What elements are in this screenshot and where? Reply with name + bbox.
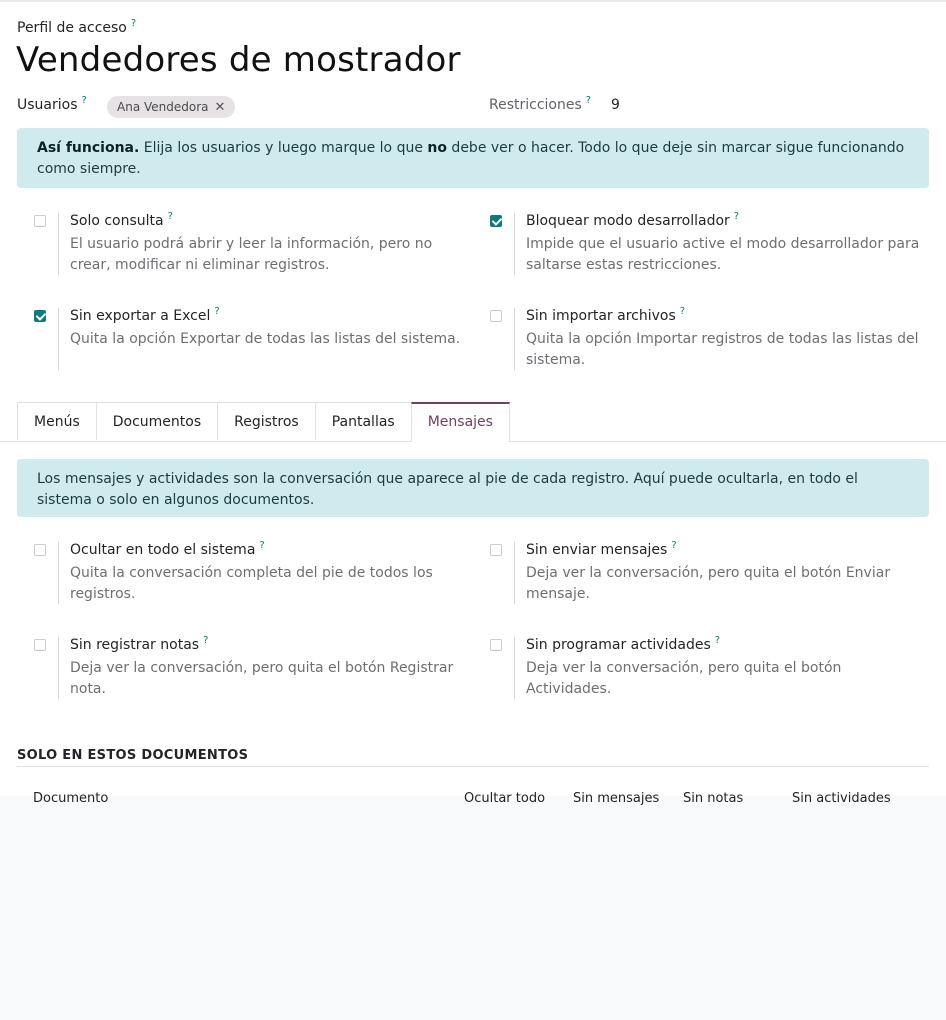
messages-info-alert: Los mensajes y actividades son la conversación que aparece al pie de cada registro. Aquí puede ocultarla, en todo el sistema o solo en algunos documentos. [17, 459, 929, 517]
remove-tag-icon[interactable]: ✕ [214, 99, 226, 115]
checkbox[interactable] [490, 544, 502, 556]
tab-mensajes[interactable]: Mensajes [411, 402, 510, 442]
column-header-ocultar-todo[interactable]: Ocultar todo [464, 791, 546, 806]
tab-pantallas[interactable]: Pantallas [315, 402, 412, 440]
section-divider [17, 766, 929, 767]
help-icon[interactable]: ? [585, 95, 592, 106]
breadcrumb: Perfil de acceso ? [17, 18, 137, 36]
help-icon[interactable]: ? [259, 540, 265, 551]
documents-section-heading: SOLO EN ESTOS DOCUMENTOS [17, 748, 249, 763]
help-icon[interactable]: ? [130, 18, 137, 29]
help-icon[interactable]: ? [679, 306, 686, 317]
help-icon[interactable]: ? [214, 306, 220, 317]
checkbox[interactable] [490, 639, 502, 651]
checkbox[interactable] [34, 639, 46, 651]
checkbox-checked[interactable] [34, 310, 46, 322]
checkbox[interactable] [34, 544, 46, 556]
form-sheet: Perfil de acceso ? Vendedores de mostrador Usuarios ? Ana Vendedora ✕ Restricciones ? 9 Así funciona. Elija los usuarios y luego marque lo que no debe ver o hacer. Todo lo que deje sin marcar sigue funcionando como siempre. Solo consulta ? El usuario podrá abrir y leer la información, pero no crear, modificar ni eliminar registros. Bloquear modo desarrollador ? Impide que el usuario active el modo desarrollador para saltarse estas restricciones. Sin exportar a Excel ? Quita la opción Exportar de todas las listas del sistema. Sin importar archivos ? Quita la opción Importar registros de todas las listas del sistema. Menús Documentos Registros Pantallas Mensajes Los mensajes y actividades son la conversación que aparece al pie de cada registro. Aquí puede ocultarla, en todo el sistema o solo en algunos documentos. Ocultar en todo el sistema ? Quita la conversación completa del pie de todos los registros. Sin enviar mensajes ? Deja ver la conversación, pero quita el botón Enviar mensaje. Sin registrar notas ? Deja ver la conversación, pero quita el botón Registrar nota. Sin programar actividades ? Deja ver la conversación, pero quita el botón Actividades. SOLO EN ESTOS DOCUMENTOS Documento Ocultar todo Sin mensajes Sin notas Sin actividades [0, 0, 946, 796]
help-icon[interactable]: ? [671, 540, 677, 551]
checkbox[interactable] [34, 215, 46, 227]
info-alert: Así funciona. Elija los usuarios y luego marque lo que no debe ver o hacer. Todo lo que deje sin marcar sigue funcionando como siempre. [17, 128, 929, 188]
users-field[interactable] [107, 96, 235, 118]
help-icon[interactable]: ? [714, 635, 721, 646]
page-title: Vendedores de mostrador [16, 40, 461, 80]
checkbox-checked[interactable] [490, 215, 502, 227]
tab-registros[interactable]: Registros [217, 402, 316, 440]
help-icon[interactable]: ? [203, 635, 209, 646]
column-header-documento[interactable]: Documento [33, 791, 109, 806]
notebook-tabs [17, 402, 509, 442]
tab-documentos[interactable]: Documentos [96, 402, 218, 440]
help-icon[interactable]: ? [167, 211, 173, 222]
column-header-sin-notas[interactable]: Sin notas [683, 791, 744, 806]
restrictions-count: 9 [611, 97, 620, 113]
user-tag: Ana Vendedora ✕ [107, 96, 235, 118]
column-header-sin-actividades[interactable]: Sin actividades [792, 791, 891, 806]
column-header-sin-mensajes[interactable]: Sin mensajes [573, 791, 660, 806]
restrictions-label: Restricciones ? [489, 95, 592, 113]
help-icon[interactable]: ? [81, 95, 87, 106]
users-field-label: Usuarios ? [17, 95, 87, 113]
help-icon[interactable]: ? [733, 211, 740, 222]
tab-menus[interactable]: Menús [17, 402, 97, 440]
checkbox[interactable] [490, 310, 502, 322]
